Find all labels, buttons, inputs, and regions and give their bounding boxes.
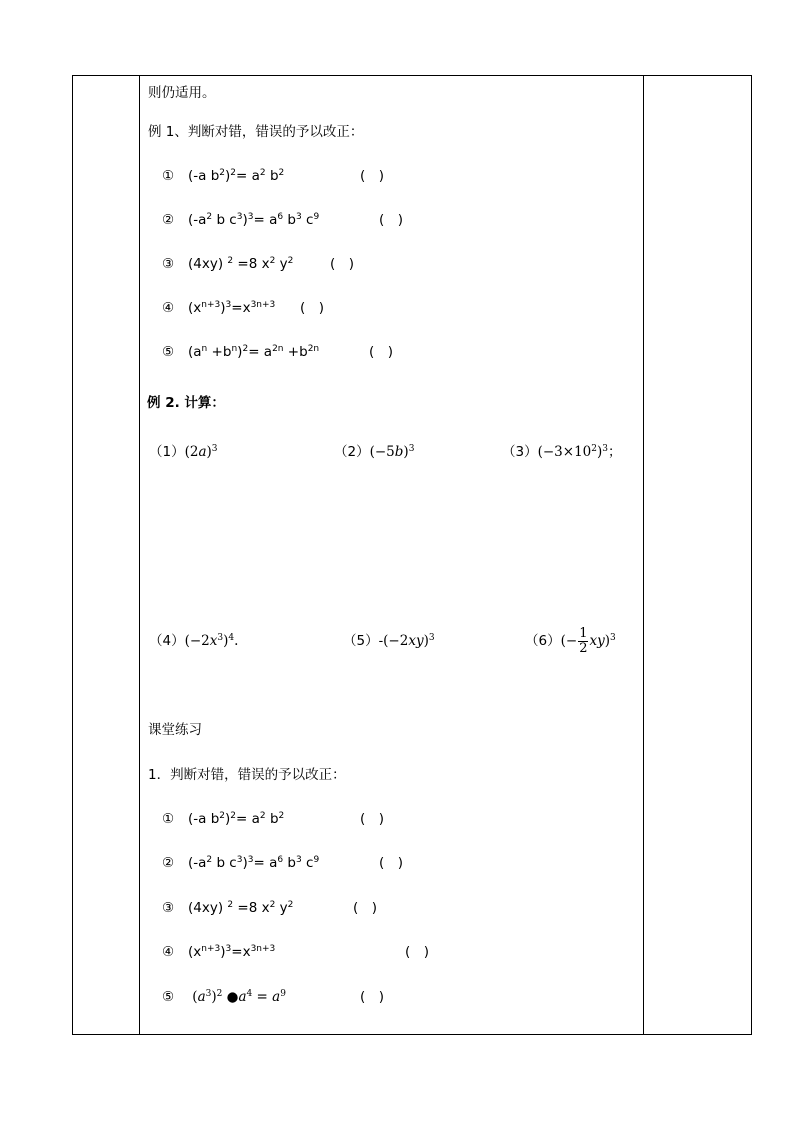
column-divider-right	[643, 75, 644, 1035]
example2-problem-3	[502, 443, 622, 461]
item-expression: $(a^n +b^n)^2= a^{2n} +b^{2n}$	[188, 344, 320, 360]
item-number: ③	[162, 256, 175, 272]
example1-item-1-blank: ( )	[360, 168, 385, 184]
item-number: ②	[162, 855, 175, 871]
problem-label: （4）	[149, 633, 185, 649]
practice-item-1	[162, 810, 284, 828]
example2-problem-4	[149, 632, 238, 650]
practice-q1-title: 1．判断对错，错误的予以改正：	[148, 767, 346, 783]
problem-label: （6）	[525, 633, 561, 649]
example1-item-2-blank: ( )	[379, 212, 404, 228]
item-expression: ($-a^2$ b $c^3)^3= a^6$ $b^3$ $c^9$	[188, 855, 320, 871]
practice-item-4-blank: ( )	[405, 944, 430, 960]
example1-title: 例 1、判断对错，错误的予以改正：	[148, 124, 364, 140]
problem-expression: $-(-2xy)^3$	[378, 633, 435, 649]
item-number: ④	[162, 300, 175, 316]
item-expression: ($-a^2$ b $c^3)^3= a^6$ $b^3$ $c^9$	[188, 212, 320, 228]
practice-item-1-blank: ( )	[360, 811, 385, 827]
problem-expression: $(-2x^3)^4$.	[184, 633, 239, 649]
practice-item-4	[162, 943, 275, 961]
problem-expression: $(-5b)^3$	[369, 444, 415, 460]
practice-item-3-blank: ( )	[353, 900, 378, 916]
problem-label: （1）	[149, 444, 185, 460]
example2-problem-2	[334, 443, 414, 461]
example1-item-4-blank: ( )	[300, 300, 325, 316]
practice-item-5-blank: ( )	[360, 989, 385, 1005]
column-divider-left	[139, 75, 140, 1035]
fraction-one-half: $\frac{1}{2}$	[579, 626, 588, 656]
item-number: ③	[162, 900, 175, 916]
practice-item-2	[162, 854, 319, 872]
example1-item-1	[162, 167, 284, 185]
problem-label: （2）	[334, 444, 370, 460]
item-expression: (-a $b^2)^2= a^2$ $b^2$	[188, 168, 285, 184]
example1-item-5	[162, 343, 319, 361]
example2-title: 例 2. 计算：	[147, 395, 225, 411]
practice-item-5	[162, 988, 286, 1006]
problem-expression: (− $\frac{1}{2}$ xy)$^3$	[560, 626, 616, 656]
item-expression: (4xy) $^2$ =8 $x^2$ $y^2$	[188, 900, 294, 916]
item-expression: (4xy) $^2$ =8 $x^2$ $y^2$	[188, 256, 294, 272]
item-number: ①	[162, 811, 175, 827]
practice-title: 课堂练习	[148, 722, 202, 738]
item-expression: (-a $b^2)^2= a^2$ $b^2$	[188, 811, 285, 827]
example1-item-3-blank: ( )	[330, 256, 355, 272]
item-expression: $(a^3)^2$ $●a^4 = a^9$	[188, 989, 286, 1005]
example2-problem-5	[343, 632, 435, 650]
item-number: ②	[162, 212, 175, 228]
problem-expression: $(-3\times 10^2)^3$；	[537, 444, 622, 460]
problem-label: （5）	[343, 633, 379, 649]
example2-problem-1	[149, 443, 218, 461]
example2-problem-6	[525, 623, 616, 659]
item-number: ⑤	[162, 344, 175, 360]
item-number: ④	[162, 944, 175, 960]
example1-item-4	[162, 299, 275, 317]
item-expression: $(x^{n+3})^3=x^{3n+3}$	[188, 300, 276, 316]
example1-item-5-blank: ( )	[369, 344, 394, 360]
item-number: ⑤	[162, 989, 175, 1005]
practice-item-3	[162, 899, 293, 917]
item-number: ①	[162, 168, 175, 184]
example1-item-3	[162, 255, 293, 273]
problem-label: （3）	[502, 444, 538, 460]
problem-expression: $(2a)^3$	[184, 444, 218, 460]
item-expression: $(x^{n+3})^3=x^{3n+3}$	[188, 944, 276, 960]
practice-item-2-blank: ( )	[379, 855, 404, 871]
intro-tail-text: 则仍适用。	[148, 85, 216, 101]
example1-item-2	[162, 211, 319, 229]
